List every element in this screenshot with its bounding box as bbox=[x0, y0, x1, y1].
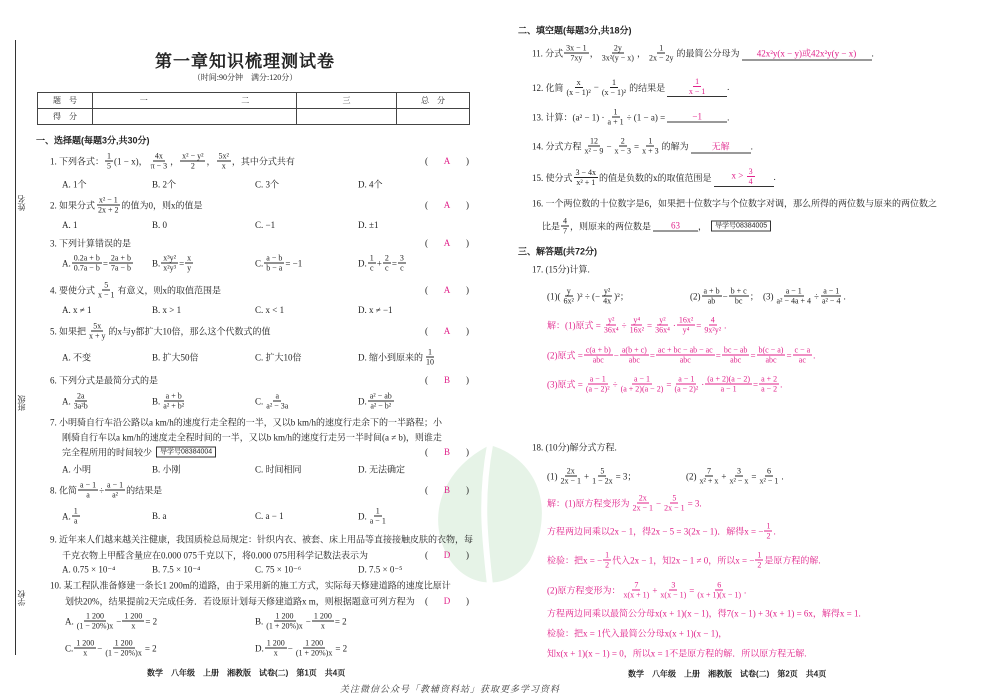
fraction: $\frac{a - 1}{a}$ bbox=[80, 480, 97, 500]
fraction: $\frac{3x - 1}{7xy}$ bbox=[566, 43, 587, 63]
fraction: $\frac{1}{10}$ bbox=[426, 347, 434, 367]
fraction: $\frac{x}{\text{(x − 1)²}}$ bbox=[566, 77, 591, 97]
answer-option: A. $\frac{2a}{\text{3a²b}}$ bbox=[62, 391, 88, 411]
fraction: $\frac{1}{a + 1}$ bbox=[607, 107, 624, 127]
answer-option: B. a bbox=[152, 511, 167, 521]
fraction: $\frac{1}{2x - 2y}$ bbox=[648, 43, 674, 63]
score-cell[interactable] bbox=[297, 109, 397, 125]
table-header: 一 bbox=[93, 93, 195, 109]
answer-option: B. 小刚 bbox=[152, 464, 181, 475]
sub-question: (2) $\frac{7}{\text{x² + x}}$ + $\frac{3}{\text{x² − x}}$ = $\frac{6}{\text{x² − 1}}$ . bbox=[686, 466, 784, 486]
fraction: $\frac{a - 1}{(a + 2)(a - 2)}$ bbox=[620, 374, 664, 394]
answer-option: C. $\frac{a - b}{b - a}$ = −1 bbox=[255, 253, 303, 273]
question-stem: 完全程所用的时间较少 导学号08384004 bbox=[62, 446, 216, 459]
watermark-leaf-icon bbox=[420, 440, 560, 590]
fraction: $\frac{1 200}{(1 - 20\%)x}$ bbox=[76, 611, 114, 631]
answer-bracket: ( A ) bbox=[425, 156, 469, 166]
fraction: $\frac{a + b}{ab}$ bbox=[703, 286, 720, 306]
fraction: $\frac{2x}{2x - 1}$ bbox=[560, 466, 582, 486]
answer-blank[interactable]: 63 bbox=[653, 221, 698, 232]
answer-choice: A bbox=[443, 285, 451, 295]
question-stem: 7. 小明骑自行车沿公路以a km/h的速度行走全程的一半，又以b km/h的速度行走余下的一半路程；小 bbox=[50, 417, 442, 428]
question-stem: 8. 化简 $\frac{a - 1}{a}$ ÷ $\frac{a - 1}{\text{a²}}$ 的结果是 bbox=[50, 480, 163, 500]
fraction: $\frac{\text{y²}}{\text{36x⁴}}$ bbox=[603, 315, 619, 335]
table-header: 总 分 bbox=[397, 93, 470, 109]
fraction: $\frac{a - 1}{\text{a²}}$ bbox=[107, 480, 124, 500]
table-row bbox=[38, 93, 470, 109]
solution-line: (2)原式 = $\frac{c(a + b)}{\text{abc}}$ − $\frac{a(b + c)}{\text{abc}}$ = $\frac{ac + bc - ab - ac}{\text{abc}}$ = $\frac{bc - ab}{\text{abc}}$ = $\frac{b(c - a)}{\text{abc}}$ = $\frac{c - a}{ac}$ . bbox=[547, 345, 816, 365]
fraction: $\frac{b + c}{bc}$ bbox=[730, 286, 747, 306]
fraction: $\frac{3}{4}$ bbox=[748, 167, 753, 186]
table-row-label: 得 分 bbox=[38, 109, 93, 125]
question-stem: 3. 下列计算错误的是 bbox=[50, 238, 132, 249]
fraction: $\frac{2y}{\text{3x²(y − x)}}$ bbox=[601, 43, 634, 63]
answer-option: D. $\frac{1}{a - 1}$ bbox=[358, 506, 386, 526]
answer-option: C. $\frac{1 200}{x}$ − $\frac{1 200}{(1 - 20\%)x}$ = 2 bbox=[65, 638, 157, 658]
solution-line: (3)原式 = $\frac{a - 1}{\text{(a − 2)²}}$ ÷ $\frac{a - 1}{(a + 2)(a - 2)}$ = $\frac{a - 1}{\text{(a − 2)²}}$ · $\frac{(a + 2)(a - 2)}{a - 1}$ = $\frac{a + 2}{a - 2}$ . bbox=[547, 374, 783, 394]
binding-line bbox=[15, 40, 16, 655]
answer-option: A. 0.75 × 10⁻⁴ bbox=[62, 564, 116, 575]
answer-bracket: ( A ) bbox=[425, 200, 469, 210]
fraction: $\frac{6}{\text{x² − 1}}$ bbox=[759, 466, 779, 486]
fraction: $\frac{12}{\text{x² − 9}}$ bbox=[584, 136, 604, 156]
fraction: $\frac{2}{c}$ bbox=[384, 253, 389, 273]
fraction: $\frac{a - 1}{\text{(a − 2)²}}$ bbox=[674, 374, 699, 394]
answer-choice: B bbox=[443, 375, 450, 385]
question-stem: 17. (15分)计算. bbox=[532, 264, 590, 275]
answer-option: A. $\frac{0.2a + b}{0.7a - b}$ = $\frac{2a + b}{7a - b}$ bbox=[62, 253, 131, 273]
answer-option: B. $\frac{1 200}{(1 + 20\%)x}$ − $\frac{1 200}{x}$ = 2 bbox=[255, 611, 347, 631]
fraction: $\frac{5}{x - 1}$ bbox=[98, 280, 115, 300]
answer-option: C. 3个 bbox=[255, 179, 280, 190]
fraction: $\frac{1 200}{(1 + 20\%)x}$ bbox=[266, 611, 303, 631]
fraction: $\frac{a(b + c)}{\text{abc}}$ bbox=[621, 345, 647, 365]
answer-option: D. $\frac{1 200}{x}$ − $\frac{1 200}{(1 + 20\%)x}$ = 2 bbox=[255, 638, 348, 658]
answer-option: B. $\frac{a + b}{\text{a² + b²}}$ bbox=[152, 391, 185, 411]
section-heading: 三、解答题(共72分) bbox=[518, 246, 598, 257]
answer-choice: A bbox=[443, 326, 451, 336]
score-cell[interactable] bbox=[397, 109, 470, 125]
fraction: $\frac{\text{x² − y²}}{2}$ bbox=[182, 151, 204, 171]
fraction: $\frac{a - 1}{\text{a² − 4a + 4}}$ bbox=[776, 286, 812, 306]
fraction: $\frac{1 200}{x}$ bbox=[266, 638, 285, 658]
fraction: $\frac{\text{x³y²}}{\text{x²y³}}$ bbox=[163, 253, 177, 273]
fraction: $\frac{bc - ab}{\text{abc}}$ bbox=[723, 345, 748, 365]
name-label: 姓名 bbox=[17, 195, 26, 211]
score-cell[interactable] bbox=[93, 109, 297, 125]
fraction: $\frac{1}{5}$ bbox=[107, 151, 112, 171]
fraction: $\frac{a + b}{\text{a² + b²}}$ bbox=[163, 391, 185, 411]
fraction: $\frac{x}{y}$ bbox=[187, 253, 192, 273]
answer-option: B. 0 bbox=[152, 220, 168, 230]
fraction: $\frac{1 200}{x}$ bbox=[313, 611, 332, 631]
answer-option: C. −1 bbox=[255, 220, 276, 230]
fraction: $\frac{6}{(x + 1)(x - 1)}$ bbox=[697, 580, 742, 600]
fill-blank-question: 16. 一个两位数的十位数字是6，如果把十位数字与个位数字对调，那么所得的两位数与原来的两位数之 bbox=[532, 198, 938, 209]
answer-option: C. 扩大10倍 bbox=[255, 352, 302, 363]
fill-blank-question: 比是 $\frac{4}{7}$ ，则原来的两位数是 63 ， 导学号08384005 bbox=[542, 217, 771, 236]
solution-line: 方程两边同乘以2x − 1，得2x − 5 = 3(2x − 1)．解得x = − $\frac{1}{2}$ . bbox=[547, 521, 776, 541]
answer-option: D. $\frac{\text{a² − ab}}{\text{a² − b²}}$ bbox=[358, 391, 392, 411]
question-stem: 18. (10分)解分式方程. bbox=[532, 442, 617, 453]
solution-line: 检验：把x = 1代入最简公分母x(x + 1)(x − 1)， bbox=[547, 628, 728, 639]
answer-choice: D bbox=[443, 550, 451, 560]
fraction: $\frac{3 - 4x}{\text{x² + 1}}$ bbox=[575, 167, 597, 187]
fraction: $\frac{a - 1}{\text{(a − 2)²}}$ bbox=[585, 374, 610, 394]
answer-blank[interactable] bbox=[667, 77, 727, 97]
fraction: $\frac{1}{\text{(x − 1)²}}$ bbox=[601, 77, 627, 97]
fraction: $\frac{3}{x(x - 1)}$ bbox=[660, 580, 687, 600]
fraction: $\frac{1}{2}$ bbox=[605, 550, 610, 570]
answer-option: D. ±1 bbox=[358, 220, 379, 230]
fraction: $\frac{\text{a² − ab}}{\text{a² − b²}}$ bbox=[369, 391, 392, 411]
question-stem: 刚骑自行车以a km/h的速度走全程时间的一半，又以b km/h的速度行走另一半时间(a ≠ b)，则谁走 bbox=[62, 432, 442, 443]
fill-blank-question: 12. 化简 $\frac{x}{\text{(x − 1)²}}$ − $\frac{1}{\text{(x − 1)²}}$ 的结果是 $\frac{1}{x - 1}$ . bbox=[532, 77, 730, 97]
fraction: $\frac{1 200}{x}$ bbox=[76, 638, 95, 658]
answer-option: B. x > 1 bbox=[152, 305, 182, 315]
fraction: $\frac{2a + b}{7a - b}$ bbox=[110, 253, 131, 273]
fraction: $\frac{1 200}{(1 - 20\%)x}$ bbox=[105, 638, 142, 658]
fraction: $\frac{y}{\text{6x²}}$ bbox=[563, 286, 574, 306]
score-table bbox=[37, 92, 470, 125]
fill-blank-question: 14. 分式方程 $\frac{12}{\text{x² − 9}}$ − $\frac{2}{x - 3}$ = $\frac{1}{x + 3}$ 的解为 无解 . bbox=[532, 136, 753, 156]
question-stem: 6. 下列分式是最简分式的是 bbox=[50, 375, 159, 386]
fraction: $\frac{3}{\text{x² − x}}$ bbox=[729, 466, 749, 486]
question-stem: 划快20%，结果提前2天完成任务．若设原计划每天修建道路x m，则根据题意可列方程为 bbox=[65, 596, 415, 607]
answer-blank[interactable]: 无解 bbox=[691, 139, 751, 153]
fraction: $\frac{a - 1}{\text{a² − 4}}$ bbox=[821, 286, 841, 306]
fraction: $\frac{c(a + b)}{\text{abc}}$ bbox=[585, 345, 611, 365]
study-code-box: 导学号08384004 bbox=[156, 447, 216, 458]
answer-option: B. 2个 bbox=[152, 179, 177, 190]
solution-line: 方程两边同乘以最简公分母x(x + 1)(x − 1)，得7(x − 1) + 3(x + 1) = 6x，解得x = 1. bbox=[547, 608, 861, 619]
answer-choice: A bbox=[443, 200, 451, 210]
fraction: $\frac{4}{\text{9x²y²}}$ bbox=[704, 315, 722, 335]
question-stem: 2. 如果分式 $\frac{\text{x² − 1}}{2x + 2}$ 的值为0，则x的值是 bbox=[50, 195, 203, 215]
answer-choice: B bbox=[443, 485, 450, 495]
fraction: $\frac{ac + bc - ab - ac}{\text{abc}}$ bbox=[657, 345, 713, 365]
fill-blank-question: 15. 使分式 $\frac{3 - 4x}{\text{x² + 1}}$ 的值是负数的x的取值范围是 x > $\frac{3}{4}$ . bbox=[532, 167, 776, 187]
answer-option: B. $\frac{\text{x³y²}}{\text{x²y³}}$ = $\frac{x}{y}$ bbox=[152, 253, 192, 273]
answer-option: C. 75 × 10⁻⁶ bbox=[255, 564, 301, 575]
fraction: $\frac{4}{7}$ bbox=[563, 216, 568, 236]
answer-option: A. x ≠ 1 bbox=[62, 305, 92, 315]
fraction: $\frac{(a + 2)(a - 2)}{a - 1}$ bbox=[707, 374, 751, 394]
answer-blank[interactable]: x > $\frac{3}{4}$ bbox=[714, 167, 774, 187]
answer-option: D. x ≠ −1 bbox=[358, 305, 393, 315]
answer-bracket: ( D ) bbox=[425, 550, 469, 560]
fraction: $\frac{1}{a - 1}$ bbox=[369, 506, 386, 526]
solution-line: 检验：把x = − $\frac{1}{2}$ 代入2x − 1，知2x − 1 ≠ 0，所以x = − $\frac{1}{2}$ 是原方程的解. bbox=[547, 550, 821, 570]
fraction: $\frac{5}{2x - 1}$ bbox=[664, 493, 685, 513]
solution-line: 解：(1)原方程变形为 $\frac{2x}{2x - 1}$ − $\frac{5}{2x - 1}$ = 3. bbox=[547, 493, 702, 513]
answer-option: A. 1 bbox=[62, 220, 78, 230]
solution-line: 知x(x + 1)(x − 1) = 0，所以x = 1不是原方程的解．所以原方程无解. bbox=[547, 648, 807, 659]
fraction: $\frac{4x}{\pi - 3}$ bbox=[150, 151, 168, 171]
fraction: $\frac{1}{2}$ bbox=[757, 550, 762, 570]
fraction: $\frac{1}{2}$ bbox=[766, 521, 771, 541]
fraction: $\frac{\text{y²}}{4x}$ bbox=[603, 286, 612, 306]
fraction: $\frac{7}{\text{x² + x}}$ bbox=[699, 466, 719, 486]
sub-question: (1)( $\frac{y}{\text{6x²}}$ )² ÷ (− $\frac{\text{y²}}{4x}$ )²； bbox=[547, 286, 629, 306]
answer-option: B. 7.5 × 10⁻⁴ bbox=[152, 564, 201, 575]
answer-option: C. $\frac{a}{\text{a² − 3a}}$ bbox=[255, 391, 289, 411]
answer-option: D. 无法确定 bbox=[358, 464, 405, 475]
answer-option: A. $\frac{1 200}{(1 - 20\%)x}$ − $\frac{1 200}{x}$ = 2 bbox=[65, 611, 158, 631]
answer-option: D. 4个 bbox=[358, 179, 383, 190]
answer-option: D. 缩小到原来的 $\frac{1}{10}$ bbox=[358, 347, 434, 367]
answer-option: A. 1个 bbox=[62, 179, 87, 190]
fraction: $\frac{a}{\text{a² − 3a}}$ bbox=[266, 391, 289, 411]
fill-blank-question: 13. 计算：(a² − 1) · $\frac{1}{a + 1}$ ÷ (1 − a) = −1 . bbox=[532, 107, 730, 127]
answer-blank[interactable]: −1 bbox=[667, 112, 727, 123]
fraction: $\frac{1 200}{(1 + 20\%)x}$ bbox=[295, 638, 333, 658]
sub-question: (2) $\frac{a + b}{ab}$ − $\frac{b + c}{bc}$ ； bbox=[690, 286, 759, 306]
sub-question: (1) $\frac{2x}{2x - 1}$ + $\frac{5}{1 - 2x}$ = 3； bbox=[547, 466, 637, 486]
answer-option: C. a − 1 bbox=[255, 511, 284, 521]
fraction: $\frac{\text{x² − 1}}{2x + 2}$ bbox=[98, 195, 119, 215]
fraction: $\frac{5}{1 - 2x}$ bbox=[592, 466, 613, 486]
section-heading: 一、选择题(每题3分,共30分) bbox=[36, 135, 150, 146]
question-stem: 10. 某工程队准备修建一条长1 200m的道路，由于采用新的施工方式，实际每天修建道路的速度比原计 bbox=[50, 580, 451, 591]
table-header: 三 bbox=[297, 93, 397, 109]
answer-option: C. x < 1 bbox=[255, 305, 285, 315]
fraction: $\frac{\text{y²}}{\text{36x⁴}}$ bbox=[655, 315, 670, 335]
question-stem: 5. 如果把 $\frac{5x}{x + y}$ 的x与y都扩大10倍，那么这个代数式的值 bbox=[50, 321, 271, 341]
solution-line: 解：(1)原式 = $\frac{\text{y²}}{\text{36x⁴}}$ ÷ $\frac{\text{y⁴}}{\text{16x²}}$ = $\frac{\text{y²}}{\text{36x⁴}}$ · $\frac{\text{16x²}}{\text{y⁴}}$ = $\frac{4}{\text{9x²y²}}$ . bbox=[547, 315, 727, 335]
table-header: 题 号 bbox=[38, 93, 93, 109]
fraction: $\frac{7}{x(x + 1)}$ bbox=[623, 580, 650, 600]
answer-option: C. 时间相同 bbox=[255, 464, 302, 475]
answer-option: A. 不变 bbox=[62, 352, 91, 363]
answer-choice: D bbox=[443, 596, 451, 606]
fraction: $\frac{1}{c}$ bbox=[369, 253, 374, 273]
fraction: $\frac{b(c - a)}{\text{abc}}$ bbox=[758, 345, 784, 365]
question-stem: 1. 下列各式： $\frac{1}{5}$ (1 − x)， $\frac{4x}{\pi - 3}$ ， $\frac{\text{x² − y²}}{2}$ ， $\frac{\text{5x²}}{x}$ ，其中分式共有 bbox=[50, 151, 295, 171]
page-footer: 数学 八年级 上册 湘教版 试卷(二) 第2页 共4页 bbox=[628, 669, 827, 679]
answer-blank[interactable]: 42x²y(x − y)或42x²y(y − x) bbox=[742, 46, 872, 60]
answer-bracket: ( B ) bbox=[425, 375, 469, 385]
fraction: $\frac{\text{16x²}}{\text{y⁴}}$ bbox=[678, 315, 694, 335]
fraction: $\frac{\text{5x²}}{x}$ bbox=[218, 151, 229, 171]
question-stem: 9. 近年来人们越来越关注健康，我国质检总局规定：针织内衣、被套、床上用品等直接接触皮肤的衣物，每 bbox=[50, 534, 474, 545]
study-code-box: 导学号08384005 bbox=[711, 221, 771, 232]
page-title: 第一章知识梳理测试卷 bbox=[155, 52, 335, 71]
answer-choice: B bbox=[443, 447, 450, 457]
answer-option: D. $\frac{1}{c}$ + $\frac{2}{c}$ = $\frac{3}{c}$ bbox=[358, 253, 404, 273]
bottom-note: 关注微信公众号「教辅资料站」获取更多学习资料 bbox=[340, 684, 561, 694]
fraction: $\frac{1}{x + 3}$ bbox=[642, 136, 659, 156]
answer-option: A. $\frac{1}{a}$ bbox=[62, 506, 78, 526]
answer-bracket: ( A ) bbox=[425, 285, 469, 295]
answer-option: B. 扩大50倍 bbox=[152, 352, 199, 363]
answer-choice: A bbox=[443, 156, 451, 166]
question-stem: 4. 要使分式 $\frac{5}{x - 1}$ 有意义，则x的取值范围是 bbox=[50, 280, 222, 300]
table-row bbox=[38, 109, 470, 125]
answer-bracket: ( B ) bbox=[425, 447, 469, 457]
fraction: $\frac{1}{a}$ bbox=[73, 506, 78, 526]
answer-bracket: ( A ) bbox=[425, 326, 469, 336]
fraction: $\frac{\text{y⁴}}{\text{16x²}}$ bbox=[629, 315, 644, 335]
fill-blank-question: 11. 分式 $\frac{3x - 1}{7xy}$ ， $\frac{2y}{\text{3x²(y − x)}}$ ， $\frac{1}{2x - 2y}$ 的最简公分母为 42x²y(x − y)或42x²y(y − x) . bbox=[532, 43, 874, 63]
answer-choice: A bbox=[443, 238, 451, 248]
answer-bracket: ( A ) bbox=[425, 238, 469, 248]
fraction: $\frac{3}{c}$ bbox=[399, 253, 404, 273]
answer-bracket: ( D ) bbox=[425, 596, 469, 606]
table-header: 二 bbox=[195, 93, 297, 109]
fraction: $\frac{1 200}{x}$ bbox=[124, 611, 143, 631]
fraction: $\frac{a + 2}{a - 2}$ bbox=[761, 374, 778, 394]
class-label: 班级 bbox=[17, 395, 26, 411]
fraction: $\frac{5x}{x + y}$ bbox=[89, 321, 106, 341]
question-stem: 千克衣物上甲醛含量应在0.000 075千克以下，将0.000 075用科学记数法表示为 bbox=[62, 550, 369, 561]
answer-option: A. 小明 bbox=[62, 464, 91, 475]
exam-info: （时间:90分钟 满分:120分） bbox=[192, 73, 298, 82]
answer-option: D. 7.5 × 0⁻⁵ bbox=[358, 564, 403, 575]
fraction: $\frac{0.2a + b}{0.7a - b}$ bbox=[73, 253, 100, 273]
fraction: $\frac{c - a}{ac}$ bbox=[794, 345, 811, 365]
fraction: $\frac{a - b}{b - a}$ bbox=[266, 253, 283, 273]
sub-question: (3) $\frac{a - 1}{\text{a² − 4a + 4}}$ ÷ $\frac{a - 1}{\text{a² − 4}}$ . bbox=[763, 286, 846, 306]
section-heading: 二、填空题(每题3分,共18分) bbox=[518, 25, 632, 36]
page-footer: 数学 八年级 上册 湘教版 试卷(二) 第1页 共4页 bbox=[147, 668, 346, 678]
solution-line: (2)原方程变形为： $\frac{7}{x(x + 1)}$ + $\frac{3}{x(x - 1)}$ = $\frac{6}{(x + 1)(x - 1)}$ . bbox=[547, 580, 747, 600]
fraction: $\frac{2}{x - 3}$ bbox=[614, 136, 632, 156]
school-label: 学校 bbox=[17, 590, 26, 606]
fraction: $\frac{1}{x - 1}$ bbox=[688, 77, 706, 96]
fraction: $\frac{2x}{2x - 1}$ bbox=[632, 493, 654, 513]
fraction: $\frac{2a}{\text{3a²b}}$ bbox=[73, 391, 88, 411]
answer-bracket: ( B ) bbox=[425, 485, 469, 495]
